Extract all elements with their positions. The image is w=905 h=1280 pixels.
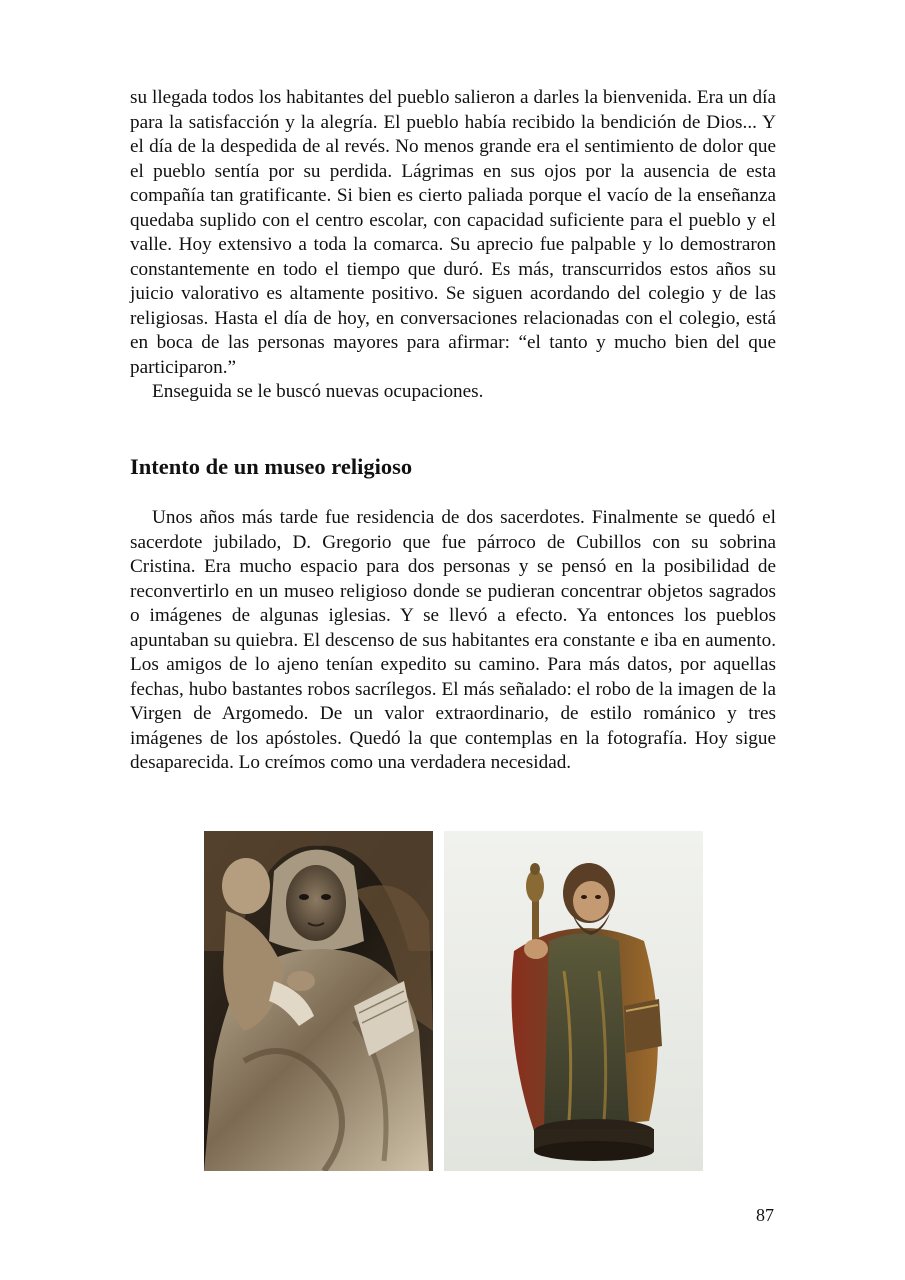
- apostle-statue-image: [444, 831, 703, 1171]
- body-text-museum: [130, 506, 776, 776]
- paragraph-museum: Unos años más tarde fue residencia de dos sacerdotes. Finalmente se quedó el sacerdote jubilado, D. Gregorio que fue párroco de Cubillos con su sobrina Cristina. Era mucho espacio para dos personas y se pensó en la posibilidad de reconvertirlo en un museo religioso donde se pudieran concentrar objetos sagrados o imágenes de algunas iglesias. Y se llevó a efecto. Ya entonces los pueblos apuntaban su quiebra. El descenso de sus habitantes era constante e iba en aumento. Los amigos de lo ajeno tenían expedito su camino. Para más datos, por aquellas fechas, hubo bastantes robos sacrílegos. El más señalado: el robo de la imagen de la Virgen de Argomedo. De un valor extraordinario, de estilo románico y tres imágenes de los apóstoles. Quedó la que contemplas en la fotografía. Hoy sigue desaparecida. Lo creímos como una verdadera necesidad.: [130, 507, 776, 773]
- photo-virgin-and-child: [204, 831, 433, 1171]
- body-text-top: [130, 86, 776, 405]
- virgin-statue-image: [204, 831, 433, 1171]
- photo-apostle-statue: [444, 831, 703, 1171]
- page-number: 87: [756, 1205, 774, 1225]
- paragraph-farewell: su llegada todos los habitantes del pueblo salieron a darles la bienvenida. Era un día para la satisfacción y la alegría. El pueblo había recibido la bendición de Dios... Y el día de la despedida de al revés. No menos grande era el sentimiento de dolor que el pueblo sentía por su perdida. Lágrimas en sus ojos por la ausencia de esta compañía tan gratificante. Si bien es cierto paliada porque el vacío de la enseñanza quedaba suplido con el centro escolar, con capacidad suficiente para el pueblo y el valle. Hoy extensivo a toda la comarca. Su aprecio fue palpable y lo demostraron constantemente en todo el tiempo que duró. Es más, transcurridos estos años su juicio valorativo es altamente positivo. Se siguen acordando del colegio y de las religiosas. Hasta el día de hoy, en conversaciones relacionadas con el colegio, está en boca de las personas mayores para afirmar: “el tanto y mucho bien del que participaron.”: [130, 87, 776, 378]
- paragraph-new-occupations: Enseguida se le buscó nuevas ocupaciones.: [152, 381, 484, 402]
- section-heading: Intento de un museo religioso: [130, 454, 413, 479]
